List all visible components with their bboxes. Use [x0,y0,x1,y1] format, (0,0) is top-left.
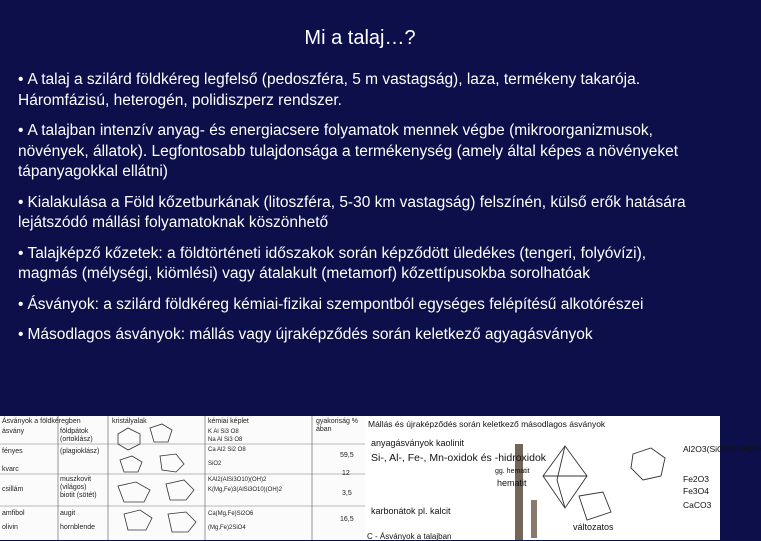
col-mineral-row: csillám [2,486,24,493]
secondary-line: Si-, Al-, Fe-, Mn-oxidok és -hidroxidok [371,452,547,464]
crystal-sketch [118,424,196,532]
slide-title: Mi a talaj…? [304,27,416,49]
col-mineral-row: amfibol [2,510,25,517]
col-type-row: augit [60,510,76,517]
bullet-item [18,121,704,183]
rhombohedral-crystal [579,492,611,520]
hexagonal-crystal [631,448,665,480]
crystal-drawings [365,416,720,540]
col-frequency-row: 12 [342,470,350,477]
col-type-row: muszkovit (világos) [60,476,92,491]
col-formula-header: kémiai képlet [208,418,249,425]
col-mineral-row: fényes [2,448,23,455]
col-formula-row: Ca(Mg,Fe)Si2O6 [208,511,254,517]
bullet-text: Kialakulása a Föld kőzetburkának (litoszféra, 5-30 km vastagság) felszínén, külső erők hatására lejátszódó mállási folyamatoknak köszönhető [18,193,686,231]
bullet-dot: • [18,326,24,343]
secondary-line: C - Ásványok a talajban [367,532,452,541]
formula-calcite: CaCO3 [683,500,712,510]
col-crystal-header: kristályalak [112,418,147,425]
table-grid-lines [0,416,365,540]
col-mineral-row: olivin [2,524,18,531]
bullet-list [18,70,704,356]
bullet-text: Talajképző kőzetek: a földtörténeti időszakok során képződött üledékes (tengeri, folyóvízi), magmás (mélységi, kiömlési) vagy átalakult (metamorf) kőzettípusokba sorolhatóak [18,244,647,282]
col-formula-row: SiO2 [208,461,222,467]
bullet-dot: • [18,71,24,88]
bullet-text: A talajban intenzív anyag- és energiacsere folyamatok mennek végbe (mikroorganizmusok, növények, állatok). Legfontosabb tulajdonsága a termékenység (amely által képes a növényeket tápanyagokkal ellátni) [18,122,679,180]
secondary-line: változatos [573,522,614,532]
bullet-dot: • [18,244,24,262]
secondary-minerals-heading: Mállás és újraképződés során keletkező másodlagos ásványok [368,419,606,429]
secondary-line: karbonátok pl. kalcit [371,506,451,516]
bullet-item [18,295,704,316]
bullet-dot: • [18,193,24,211]
bullet-dot: • [18,295,24,313]
col-formula-row: Na Al Si3 O8 [208,437,243,443]
formula-kaolinite: Al2O3(SiO2)2·2H2O [683,444,761,454]
bullet-text: A talaj a szilárd földkéreg legfelső (pedoszféra, 5 m vastagság), laza, termékeny takarója. Háromfázisú, heterogén, polidiszperz rendszer. [18,71,640,109]
bullet-item [18,193,704,234]
bullet-text: Ásványok: a szilárd földkéreg kémiai-fizikai szempontból egységes felépítésű alkotórészei [27,295,644,313]
col-type-row: (plagioklász) [60,448,100,455]
col-formula-row: (Mg,Fe)2SiO4 [208,525,246,531]
bullet-item [18,325,704,346]
col-mineral-row: kvarc [2,466,19,473]
secondary-line: hematit [497,478,527,488]
col-formula-row: K(Mg,Fe)3(AlSi3O10)(OH)2 [208,487,283,493]
bullet-item [18,244,704,285]
col-frequency-header: gyakoriság % ában [316,418,359,433]
formula-hematite: Fe2O3 [683,474,709,484]
primary-minerals-table [0,416,365,540]
secondary-line: gg. hematit [495,468,530,475]
formula-magnetite: Fe3O4 [683,486,709,496]
octahedron-crystal [543,446,587,508]
col-mineral-row: ásvány [2,428,25,435]
col-frequency-row: 59,5 [340,452,354,459]
col-mineral-header: Ásványok a földkéregben [2,418,81,425]
bullet-dot: • [18,122,24,139]
col-type-row: hornblende [60,524,96,531]
secondary-line: anyagásványok kaolinit [371,438,465,448]
col-frequency-row: 16,5 [340,516,354,523]
col-formula-row: K Al Si3 O8 [208,429,239,435]
secondary-minerals-panel [365,416,761,541]
col-frequency-row: 3,5 [342,490,352,497]
col-type-row: földpátok (ortoklász) [60,428,93,443]
minerals-illustration [0,416,761,541]
col-formula-row: Ca Al2 Si2 O8 [208,447,246,453]
bullet-item [18,70,704,111]
col-formula-row: KAl2(AlSi3O10)(OH)2 [208,477,267,483]
bullet-text: Másodlagos ásványok: mállás vagy újraképződés során keletkező agyagásványok [27,326,593,343]
col-type-row: biotit (sötét) [60,492,97,499]
